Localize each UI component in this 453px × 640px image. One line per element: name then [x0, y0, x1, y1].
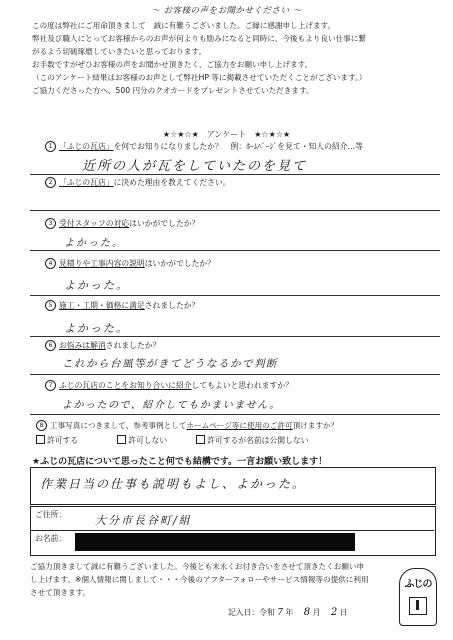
date-year-unit: 年	[285, 608, 294, 617]
date-month-unit: 月	[312, 608, 321, 617]
answer-rule	[30, 295, 440, 296]
question-5	[45, 300, 199, 311]
question-number: 2	[45, 177, 56, 188]
answer-rule	[30, 374, 440, 375]
date-label: 記入日：令和	[228, 608, 275, 617]
answer-6: これから台風等がきてどうなるかで判断	[62, 358, 278, 370]
date-month: 8	[303, 607, 311, 618]
question-1	[45, 141, 363, 152]
question-6	[45, 340, 160, 351]
question-text: はいかがでしたか？	[144, 259, 215, 268]
question-text: 頂けますか？	[292, 421, 339, 430]
name-redaction	[75, 533, 355, 551]
survey-heading: ★☆★☆★ アンケート ★☆★☆★	[162, 130, 291, 139]
address-value: 大分市長谷町/組	[95, 514, 192, 527]
question-number: 3	[45, 218, 56, 229]
answer-5: よかった。	[64, 322, 129, 335]
question-text: を何でお知りになりましたか？ 例：ﾎｰﾑﾍﾟｰｼﾞを見て・知人の紹介…等	[113, 142, 364, 151]
question-number: 8	[36, 420, 47, 431]
answer-3: よかった。	[64, 238, 124, 249]
checkbox-icon[interactable]	[36, 435, 45, 444]
closing-line-1: ご協力頂きまして誠に有難うございました。今後とも末永くお付き合いをさせて頂きたくお願い申	[30, 562, 365, 571]
question-text: してもよいと思われますか？	[191, 381, 293, 390]
question-text: に決めた理由を教えてください。	[113, 178, 231, 187]
intro-line-3: がるよう切磋琢磨していきたいと思っております。	[32, 47, 207, 56]
permission-allow-anonymous[interactable]: 許可するが名前は公開しない	[196, 436, 308, 445]
survey-title: 〜 お客様の声をお聞かせください 〜	[151, 6, 302, 16]
date-day: 2	[330, 607, 338, 618]
permission-deny[interactable]: 許可しない	[117, 436, 167, 445]
permission-allow[interactable]: 許可する	[36, 436, 78, 445]
question-keyword: お悩みは解消	[59, 341, 106, 350]
contact-divider	[30, 530, 434, 531]
company-seal	[399, 568, 437, 626]
intro-line-4: お手数ですがぜひお客様の声をお聞かせ頂きたく、ご協力をお願い申し上げます。	[32, 60, 313, 69]
question-keyword: 「ふじの瓦店」	[59, 142, 114, 151]
intro-line-2: 弊社及び職人にとってお客様からのお声が何よりも励みになると同時に、今後もより良い仕事に繋	[32, 34, 366, 43]
intro-line-5: （このアンケート結果はお客様のお声として弊社HP 等に掲載させていただくことがございます。）	[32, 73, 367, 82]
question-text-pre: 工事写真につきまして、参考事例として	[50, 421, 187, 430]
question-7	[45, 380, 293, 391]
answer-rule	[30, 210, 440, 211]
answer-rule	[30, 174, 440, 175]
checkbox-icon[interactable]	[196, 435, 205, 444]
intro-line-1: この度は弊社にご用命頂きまして 誠に有難うございました。ご縁に感謝申し上げます。	[32, 21, 336, 30]
free-comment-prompt: ★ふじの瓦店について思ったこと何でも結構です。一言お願い致します！	[32, 457, 328, 467]
answer-4: よかった。	[64, 279, 129, 292]
question-2	[45, 177, 231, 188]
question-number: 5	[45, 300, 56, 311]
address-label: ご住所：	[35, 510, 67, 519]
date-day-unit: 日	[339, 608, 348, 617]
answer-1: 近所の人が瓦をしていたのを見て	[82, 159, 308, 174]
question-keyword: 「ふじの瓦店」	[59, 178, 114, 187]
closing-line-3: させて頂きます。	[30, 588, 91, 597]
question-text: されましたか？	[144, 301, 200, 310]
seal-text: ふじの	[404, 579, 432, 590]
checkbox-icon[interactable]	[117, 435, 126, 444]
intro-line-6: ご協力くださった方へ、500 円分のクオカードをプレゼントさせていただきます。	[32, 86, 314, 95]
question-3	[45, 218, 199, 229]
name-label: お名前：	[35, 534, 67, 543]
answer-rule	[30, 336, 440, 337]
question-keyword: ふじの瓦店のことをお知り合いに紹介	[59, 381, 192, 390]
question-number: 1	[45, 141, 56, 152]
question-keyword: 見積りや工事内容の説明	[59, 259, 145, 268]
answer-7: よかったので、紹介してもかまいません。	[62, 400, 281, 411]
answer-rule	[30, 250, 440, 251]
question-number: 6	[45, 340, 56, 351]
answer-rule	[30, 414, 440, 415]
question-number: 4	[45, 258, 56, 269]
seal-roof-icon	[409, 597, 427, 615]
question-4	[45, 258, 215, 269]
date-year: 7	[277, 608, 283, 618]
closing-line-2: し上げます。※個人情報に関しまして・・・今後のアフターフォローやサービス情報等の提供に利用	[30, 575, 369, 584]
question-8	[36, 420, 338, 431]
question-number: 7	[45, 380, 56, 391]
entry-date	[228, 608, 348, 618]
question-text: はいかがでしたか？	[129, 219, 200, 228]
free-comment-answer: 作業日当の仕事も説明もよし、よかった。	[40, 477, 307, 491]
question-keyword: 施工・工期・価格に満足	[59, 301, 145, 310]
question-text: されましたか？	[105, 341, 161, 350]
question-keyword: ホームページ等に使用のご許可	[186, 421, 293, 430]
question-keyword: 受付スタッフの対応	[59, 219, 130, 228]
permission-options	[36, 435, 308, 446]
